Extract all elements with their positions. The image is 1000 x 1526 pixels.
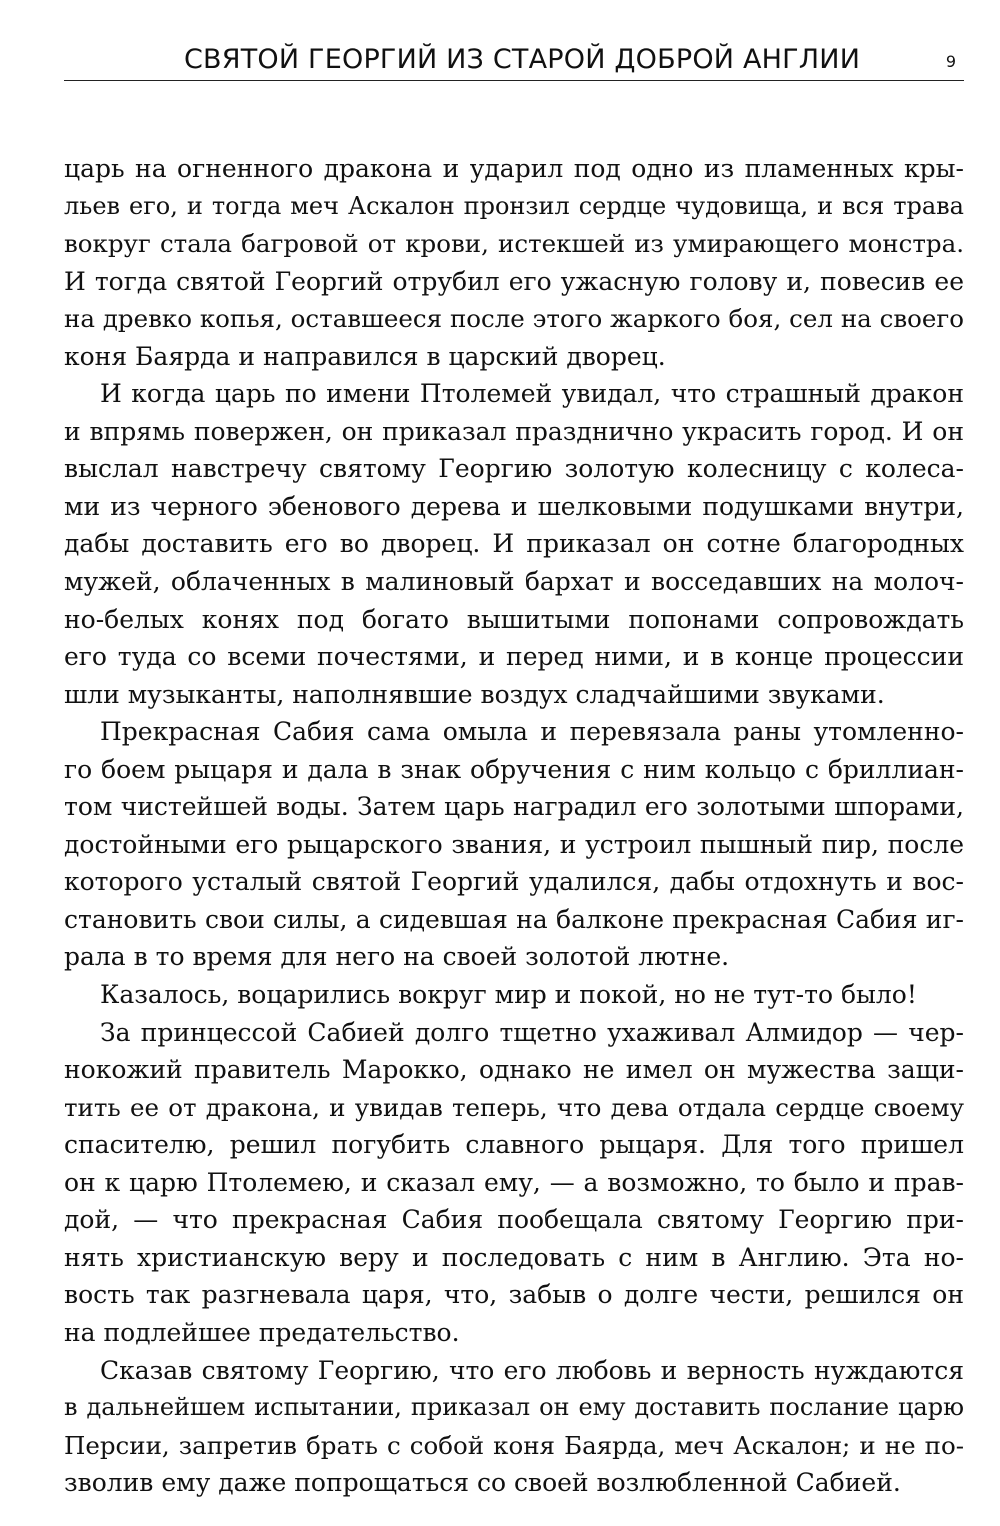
text-line: на подлейшее предательство. <box>64 1317 460 1347</box>
text-line: и впрямь повержен, он приказал празднично украсить город. И он <box>64 416 964 446</box>
running-title: СВЯТОЙ ГЕОРГИЙ ИЗ СТАРОЙ ДОБРОЙ АНГЛИИ <box>184 44 861 75</box>
text-line: вокруг стала багровой от крови, истекшей из умирающего монстра. <box>64 229 964 259</box>
text-line: становить свои силы, а сидевшая на балконе прекрасная Сабия иг- <box>64 904 964 934</box>
text-line: Персии, запретив брать с собой коня Баярда, меч Аскалон; и не по- <box>64 1430 964 1460</box>
text-line: нокожий правитель Марокко, однако не имел он мужества защи- <box>64 1055 964 1085</box>
header-rule <box>64 80 964 81</box>
text-line: он к царю Птолемею, и сказал ему, — а возможно, то было и прав- <box>64 1167 964 1197</box>
running-head <box>64 40 964 84</box>
text-line: его туда со всеми почестями, и перед ними, и в конце процессии <box>64 642 964 672</box>
text-line: тить ее от дракона, и увидав теперь, что дева отдала сердце своему <box>64 1092 964 1122</box>
text-line: шли музыканты, наполнявшие воздух сладчайшими звуками. <box>64 679 885 709</box>
page-number: 9 <box>945 52 956 71</box>
text-line: коня Баярда и направился в царский дворец. <box>64 341 666 371</box>
text-line: том чистейшей воды. Затем царь наградил его золотыми шпорами, <box>64 792 964 822</box>
text-line: дой, — что прекрасная Сабия пообещала святому Георгию при- <box>64 1205 964 1235</box>
text-line: го боем рыцаря и дала в знак обручения с ним кольцо с бриллиан- <box>64 754 964 784</box>
text-line: но-белых конях под богато вышитыми попонами сопровождать <box>64 604 964 634</box>
text-line: За принцессой Сабией долго тщетно ухаживал Алмидор — чер- <box>100 1017 964 1047</box>
text-line: И тогда святой Георгий отрубил его ужасную голову и, повесив ее <box>64 266 964 296</box>
text-line: льев его, и тогда меч Аскалон пронзил сердце чудовища, и вся трава <box>64 191 964 220</box>
text-line: Казалось, воцарились вокруг мир и покой, но не тут-то было! <box>100 980 917 1010</box>
body-text <box>64 150 964 1502</box>
text-line: Прекрасная Сабия сама омыла и перевязала раны утомленно- <box>100 717 964 747</box>
text-line: на древко копья, оставшееся после этого жаркого боя, сел на своего <box>64 304 964 334</box>
text-line: царь на огненного дракона и ударил под одно из пламенных кры- <box>64 154 964 183</box>
text-line: достойными его рыцарского звания, и устроил пышный пир, после <box>64 829 964 859</box>
text-line: вость так разгневала царя, что, забыв о долге чести, решился он <box>64 1280 964 1310</box>
text-line: которого усталый святой Георгий удалился, дабы отдохнуть и вос- <box>64 867 964 897</box>
text-line: зволив ему даже попрощаться со своей возлюбленной Сабией. <box>64 1468 901 1498</box>
text-line: выслал навстречу святому Георгию золотую колесницу с колеса- <box>64 454 964 484</box>
text-line: спасителю, решил погубить славного рыцаря. Для того пришел <box>64 1130 964 1160</box>
text-line: ми из черного эбенового дерева и шелковыми подушками внутри, <box>64 491 964 521</box>
text-line: нять христианскую веру и последовать с ним в Англию. Эта но- <box>64 1242 964 1272</box>
text-line: мужей, облаченных в малиновый бархат и восседавших на молоч- <box>64 567 964 597</box>
text-line: Сказав святому Георгию, что его любовь и верность нуждаются <box>100 1355 964 1385</box>
text-line: в дальнейшем испытании, приказал он ему доставить послание царю <box>64 1393 964 1422</box>
text-line: И когда царь по имени Птолемей увидал, что страшный дракон <box>100 379 964 409</box>
text-line: рала в то время для него на своей золотой лютне. <box>64 942 730 972</box>
text-line: дабы доставить его во дворец. И приказал он сотне благородных <box>64 529 964 559</box>
